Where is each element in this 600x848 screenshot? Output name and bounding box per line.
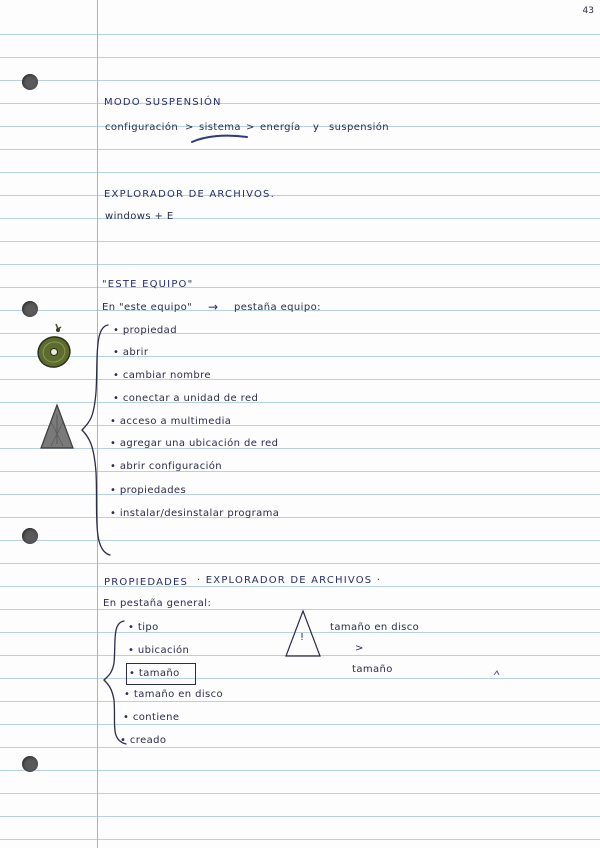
compare-top: tamaño en disco xyxy=(330,622,420,633)
list-item: • tipo xyxy=(128,622,159,633)
section-heading-propiedades: PROPIEDADES xyxy=(104,577,189,588)
list-item: • contiene xyxy=(123,712,180,723)
underline-stroke xyxy=(190,133,250,145)
list-item: • conectar a unidad de red xyxy=(113,393,259,404)
list-item: • propiedades xyxy=(110,485,187,496)
section-heading-explorador: EXPLORADOR DE ARCHIVOS. xyxy=(104,189,275,200)
shortcut-text: windows + E xyxy=(105,211,174,222)
compare-symbol: > xyxy=(355,643,364,654)
intro-text: En "este equipo" xyxy=(102,302,193,313)
path-step: energía xyxy=(260,122,301,133)
list-item: • ubicación xyxy=(128,645,190,656)
disc-icon xyxy=(34,322,74,372)
punch-hole xyxy=(22,756,38,772)
path-step-highlight: sistema xyxy=(199,122,241,133)
curly-brace xyxy=(100,618,130,748)
path-separator: > xyxy=(246,122,255,133)
punch-hole xyxy=(22,528,38,544)
section-heading-modo: MODO SUSPENSIÓN xyxy=(104,97,222,108)
intro-target: pestaña equipo: xyxy=(234,302,321,313)
warning-mark: ! xyxy=(300,632,305,643)
list-item: • agregar una ubicación de red xyxy=(110,438,279,449)
page-number: 43 xyxy=(582,6,594,16)
punch-hole xyxy=(22,301,38,317)
compare-bottom: tamaño xyxy=(352,664,393,675)
list-item: • abrir xyxy=(113,347,149,358)
curly-brace xyxy=(76,322,116,558)
warning-triangle-icon xyxy=(37,402,77,452)
section-heading-este-equipo: "ESTE EQUIPO" xyxy=(102,279,194,290)
intro-text: En pestaña general: xyxy=(103,598,212,609)
list-item: • abrir configuración xyxy=(110,461,223,472)
arrow-symbol: → xyxy=(208,300,219,314)
list-item: • tamaño en disco xyxy=(124,689,224,700)
path-separator: > xyxy=(185,122,194,133)
list-item: • instalar/desinstalar programa xyxy=(110,508,280,519)
list-item: • propiedad xyxy=(113,325,177,336)
path-step: suspensión xyxy=(329,122,390,133)
highlight-box xyxy=(126,663,196,685)
list-item: • tamaño xyxy=(129,668,180,679)
path-step: configuración xyxy=(105,122,179,133)
punch-hole xyxy=(22,74,38,90)
list-item: • acceso a multimedia xyxy=(110,416,232,427)
section-heading-explorador-2: · EXPLORADOR DE ARCHIVOS · xyxy=(197,575,382,586)
ink-dot xyxy=(492,668,502,678)
list-item: • cambiar nombre xyxy=(113,370,211,381)
list-item: • creado xyxy=(120,735,167,746)
path-separator: y xyxy=(313,122,320,133)
